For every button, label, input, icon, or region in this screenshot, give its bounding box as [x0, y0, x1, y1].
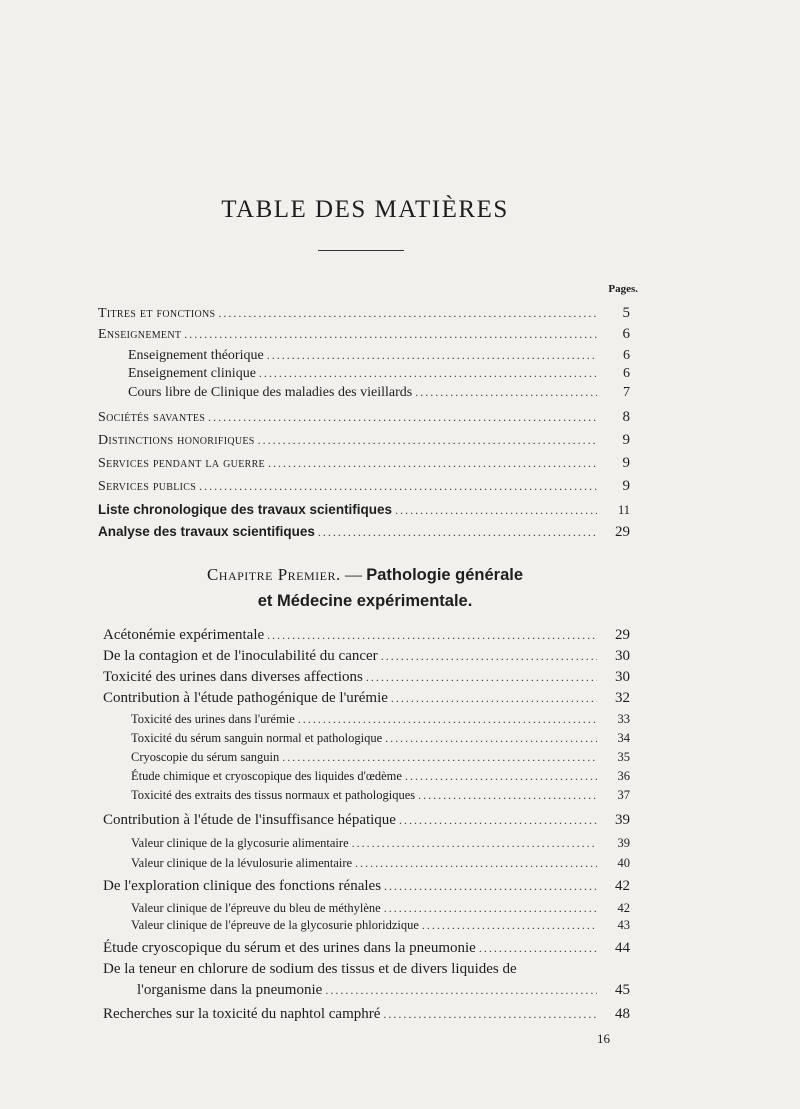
- toc-entry-label: Acétonémie expérimentale: [103, 627, 265, 643]
- toc-entry-page: 39: [615, 812, 630, 828]
- leader-dots: [381, 649, 597, 664]
- toc-entry-label: Analyse des travaux scientifiques: [98, 524, 315, 539]
- toc-entry-page: 9: [622, 455, 630, 471]
- page-title: TABLE DES MATIÈRES: [221, 196, 509, 223]
- toc-subentry: [128, 348, 630, 364]
- toc-entry-page: 6: [623, 348, 630, 363]
- leader-dots: [298, 712, 597, 727]
- leader-dots: [325, 983, 597, 998]
- toc-entry-page: 42: [615, 878, 630, 894]
- toc-entry-page: 32: [615, 690, 630, 706]
- toc-entry-label: De la contagion et de l'inoculabilité du cancer: [103, 648, 378, 664]
- leader-dots: [422, 918, 597, 933]
- toc-entry-label: Enseignement théorique: [128, 348, 264, 363]
- leader-dots: [218, 306, 597, 321]
- toc-entry-page: 42: [617, 901, 630, 915]
- toc-entry-wrapped-line: De la teneur en chlorure de sodium des tissus et de divers liquides de: [103, 961, 517, 977]
- leader-dots: [399, 813, 597, 828]
- toc-entry-label: Étude chimique et cryoscopique des liquides d'œdème: [131, 769, 402, 783]
- toc-entry-page: 34: [617, 731, 630, 745]
- toc-subentry: [131, 836, 630, 851]
- toc-entry-label: Sociétés savantes: [98, 410, 206, 425]
- toc-subentry: [131, 712, 630, 727]
- toc-entry-label: Liste chronologique des travaux scientifiques: [98, 502, 393, 517]
- toc-entry-label: Titres et fonctions: [98, 306, 216, 321]
- toc-entry-page: 33: [617, 712, 630, 726]
- toc-entry: [103, 812, 630, 829]
- toc-subentry: [131, 901, 630, 916]
- leader-dots: [383, 1007, 597, 1022]
- leader-dots: [282, 750, 597, 765]
- leader-dots: [479, 941, 597, 956]
- toc-entry-page: 29: [615, 524, 630, 540]
- leader-dots: [267, 348, 597, 363]
- toc-entry-label: Contribution à l'étude de l'insuffisance hépatique: [103, 812, 396, 828]
- toc-subentry: [131, 769, 630, 784]
- toc-entry: [98, 326, 630, 343]
- toc-subentry: [131, 750, 630, 765]
- leader-dots: [184, 327, 597, 342]
- toc-entry: [103, 878, 630, 895]
- toc-subentry: [131, 731, 630, 746]
- toc-entry: [103, 648, 630, 665]
- toc-entry-page: 45: [615, 982, 630, 998]
- toc-subentry: [131, 788, 630, 803]
- leader-dots: [318, 525, 597, 540]
- leader-dots: [418, 788, 597, 803]
- leader-dots: [395, 503, 597, 518]
- leader-dots: [199, 479, 597, 494]
- leader-dots: [366, 670, 597, 685]
- toc-entry-page: 36: [617, 769, 630, 783]
- toc-entry-label: Toxicité des urines dans diverses affections: [103, 669, 363, 685]
- toc-entry: [103, 669, 630, 686]
- toc-entry-label: Services pendant la guerre: [98, 456, 265, 471]
- leader-dots: [267, 628, 597, 643]
- leader-dots: [355, 856, 597, 871]
- toc-entry-label: De l'exploration clinique des fonctions rénales: [103, 878, 382, 894]
- toc-entry: [98, 478, 630, 495]
- toc-entry-label: Valeur clinique de l'épreuve du bleu de méthylène: [131, 901, 381, 915]
- toc-entry-label: Enseignement clinique: [128, 366, 256, 381]
- toc-entry-label: Valeur clinique de la lévulosurie alimentaire: [131, 856, 353, 870]
- toc-entry: [103, 940, 630, 957]
- chapter-dash: —: [345, 565, 362, 584]
- toc-entry-label: Étude cryoscopique du sérum et des urines dans la pneumonie: [103, 940, 476, 956]
- toc-entry-label: Distinctions honorifiques: [98, 433, 255, 448]
- toc-entry-page: 11: [617, 503, 630, 517]
- toc-entry-label: Toxicité du sérum sanguin normal et pathologique: [131, 731, 383, 745]
- toc-entry: [103, 627, 630, 644]
- page-number: 16: [597, 1031, 610, 1046]
- title-rule: [318, 250, 404, 251]
- leader-dots: [391, 691, 597, 706]
- chapter-heading: [0, 565, 730, 585]
- toc-entry-page: 37: [617, 788, 630, 802]
- toc-entry-page: 30: [615, 648, 630, 664]
- leader-dots: [268, 456, 597, 471]
- leader-dots: [259, 366, 597, 381]
- toc-subentry: [128, 385, 630, 401]
- leader-dots: [405, 769, 597, 784]
- leader-dots: [352, 836, 597, 851]
- toc-entry-page: 35: [617, 750, 630, 764]
- toc-entry-page: 43: [617, 918, 630, 932]
- toc-entry: [98, 432, 630, 449]
- toc-entry-label: Contribution à l'étude pathogénique de l'urémie: [103, 690, 388, 706]
- leader-dots: [384, 879, 597, 894]
- toc-subentry: [128, 366, 630, 382]
- chapter-title-line1: Pathologie générale: [366, 566, 524, 584]
- toc-entry-label: Cours libre de Clinique des maladies des vieillards: [128, 385, 413, 400]
- toc-entry-page: 8: [622, 409, 630, 425]
- chapter-heading-line2: [0, 592, 730, 611]
- toc-entry-page: 7: [623, 385, 630, 400]
- pages-column-label: Pages.: [608, 283, 638, 295]
- chapter-prefix: Chapitre Premier.: [206, 565, 341, 584]
- leader-dots: [258, 433, 597, 448]
- toc-entry: [98, 305, 630, 322]
- toc-subentry: [131, 918, 630, 933]
- toc-entry: [98, 455, 630, 472]
- toc-entry: [98, 524, 630, 541]
- leader-dots: [415, 385, 597, 400]
- toc-entry-page: 48: [615, 1006, 630, 1022]
- toc-entry: [103, 1006, 630, 1023]
- toc-entry-continuation: [137, 982, 630, 999]
- toc-entry-page: 9: [622, 432, 630, 448]
- toc-subentry: [131, 856, 630, 871]
- toc-entry-page: 6: [622, 326, 630, 342]
- toc-entry-page: 39: [617, 836, 630, 850]
- toc-entry-label: Valeur clinique de l'épreuve de la glycosurie phloridzique: [131, 918, 419, 932]
- toc-entry-label: Enseignement: [98, 327, 182, 342]
- leader-dots: [385, 731, 597, 746]
- toc-entry-page: 6: [623, 366, 630, 381]
- leader-dots: [208, 410, 597, 425]
- toc-entry-label: Recherches sur la toxicité du naphtol camphré: [103, 1006, 381, 1022]
- toc-entry: [98, 409, 630, 426]
- toc-entry-page: 29: [615, 627, 630, 643]
- toc-entry-page: 5: [622, 305, 630, 321]
- toc-entry-label: Toxicité des urines dans l'urémie: [131, 712, 295, 726]
- toc-entry-page: 9: [622, 478, 630, 494]
- leader-dots: [384, 901, 597, 916]
- toc-entry-label: Valeur clinique de la glycosurie alimentaire: [131, 836, 349, 850]
- toc-entry-label: Cryoscopie du sérum sanguin: [131, 750, 280, 764]
- toc-entry-page: 44: [615, 940, 630, 956]
- toc-entry-page: 40: [617, 856, 630, 870]
- toc-entry-page: 30: [615, 669, 630, 685]
- chapter-title-line2: et Médecine expérimentale.: [257, 592, 473, 610]
- toc-entry: [103, 690, 630, 707]
- toc-entry-label: Toxicité des extraits des tissus normaux et pathologiques: [131, 788, 416, 802]
- toc-entry-label: Services publics: [98, 479, 197, 494]
- toc-entry: [98, 502, 630, 518]
- toc-entry-label: l'organisme dans la pneumonie: [137, 982, 323, 998]
